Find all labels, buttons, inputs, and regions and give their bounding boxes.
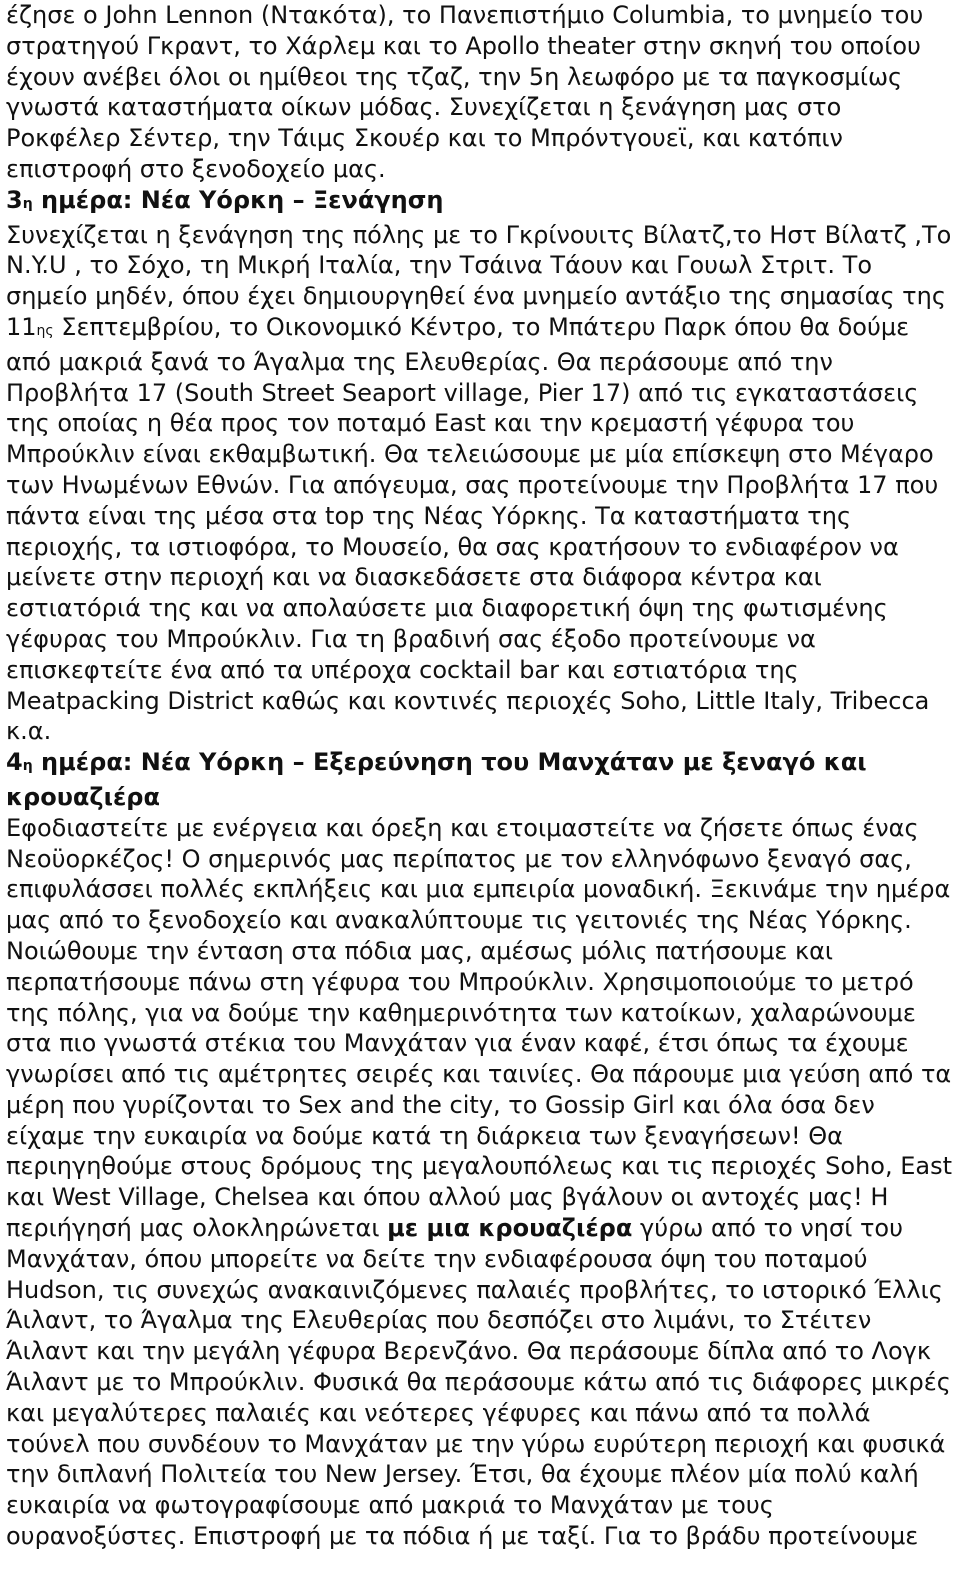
intro-paragraph <box>6 0 954 185</box>
day3-title: ημέρα: Νέα Υόρκη – Ξενάγηση <box>41 185 444 214</box>
intro-text: έζησε ο John Lennon (Ντακότα), το Πανεπιστήμιο Columbia, το μνημείο του στρατηγού Γκραντ, το Χάρλεμ και το Apollo theater στην σκηνή του οποίου έχουν ανέβει όλοι οι ημίθεοι της τζαζ, την 5η λεωφόρο με τα παγκοσμίως γνωστά καταστήματα οίκων μόδας. Συνεχίζεται η ξενάγηση μας στο Ροκφέλερ Σέντερ, την Τάιμς Σκουέρ και το Μπρόντγουεϊ, και κατόπιν επιστροφή στο ξενοδοχείο μας. <box>6 1 924 183</box>
day3-text-a: Συνεχίζεται η ξενάγηση της πόλης με το Γκρίνουιτς Βίλατζ,το Ηστ Βίλατζ ,Το N.Y.U , το Σόχο, τη Μικρή Ιταλία, την Τσάινα Τάουν και Γουωλ Στριτ. Το σημείο μηδέν, όπου έχει δημιουργηθεί ένα μνημείο αντάξιο της σημασίας της 11 <box>6 220 952 341</box>
day4-heading <box>6 747 954 813</box>
day3-ordinal-suffix: ης <box>36 322 54 339</box>
day4-text-a: Εφοδιαστείτε με ενέργεια και όρεξη και ετοιμαστείτε να ζήσετε όπως ένας Νεοϋορκέζος! Ο σημερινός μας περίπατος με τον ελληνόφωνο ξεναγό σας, επιφυλάσσει πολλές εκπλήξεις και μια εμπειρία μοναδική. Ξεκινάμε την ημέρα μας από το ξενοδοχείο και ανακαλύπτουμε τις γειτονιές της Νέας Υόρκης. Νοιώθουμε την ένταση στα πόδια μας, αμέσως μόλις πατήσουμε και περπατήσουμε πάνω στη γέφυρα του Μπρούκλιν. Χρησιμοποιούμε το μετρό της πόλης, για να δούμε την καθημερινότητα των κατοίκων, χαλαρώνουμε στα πιο γνωστά στέκια του Μανχάταν για έναν καφέ, έτσι όπως τα έχουμε γνωρίσει από τις αμέτρητες σειρές και ταινίες. Θα πάρουμε μια γεύση από τα μέρη που γυρίζονται το Sex and the city, το Gossip Girl και όλα όσα δεν είχαμε την ευκαιρία να δούμε κατά τη διάρκεια των ξεναγήσεων! Θα περιηγηθούμε στους δρόμους της μεγαλουπόλεως και τις περιοχές Soho, East και West Village, Chelsea και όπου αλλού μας βγάλουν οι αντοχές μας! Η περιήγησή μας ολοκληρώνεται <box>6 813 953 1243</box>
day4-cruise-highlight: με μια κρουαζιέρα <box>387 1214 633 1243</box>
day4-title: ημέρα: Νέα Υόρκη – Εξερεύνηση του Μανχάταν με ξεναγό και κρουαζιέρα <box>6 748 867 811</box>
day3-paragraph <box>6 220 954 748</box>
day4-number: 4 <box>6 748 23 777</box>
day3-heading <box>6 185 954 220</box>
day4-paragraph <box>6 813 954 1552</box>
day4-suffix: η <box>22 758 33 775</box>
day3-suffix: η <box>22 195 33 212</box>
day4-text-b: γύρω από το νησί του Μανχάταν, όπου μπορείτε να δείτε την ενδιαφέρουσα όψη του ποταμού Hudson, τις συνεχώς ανακαινιζόμενες παλαιές προβλήτες, το ιστορικό Έλλις Άιλαντ, το Άγαλμα της Ελευθερίας που δεσπόζει στο λιμάνι, το Στέιτεν Άιλαντ και την μεγάλη γέφυρα Βερενζάνο. Θα περάσουμε δίπλα από το Λογκ Άιλαντ με το Μπρούκλιν. Φυσικά θα περάσουμε κάτω από τις διάφορες μικρές και μεγαλύτερες παλαιές και νεότερες γέφυρες και πάνω από τα πολλά τούνελ που συνδέουν το Μανχάταν με την γύρω ευρύτερη περιοχή και φυσικά την διπλανή Πολιτεία του New Jersey. Έτσι, θα έχουμε πλέον μία πολύ καλή ευκαιρία να φωτογραφίσουμε από μακριά το Μανχάταν με τους ουρανοξύστες. Επιστροφή με τα πόδια ή με ταξί. Για το βράδυ προτείνουμε <box>6 1214 951 1551</box>
day3-text-b: Σεπτεμβρίου, το Οικονομικό Κέντρο, το Μπάτερυ Παρκ όπου θα δούμε από μακριά ξανά το Άγαλμα της Ελευθερίας. Θα περάσουμε από την Προβλήτα 17 (South Street Seaport village, Pier 17) από τις εγκαταστάσεις της οποίας η θέα προς τον ποταμό East και την κρεμαστή γέφυρα του Μπρούκλιν είναι εκθαμβωτική. Θα τελειώσουμε με μία επίσκεψη στο Μέγαρο των Ηνωμένων Εθνών. Για απόγευμα, σας προτείνουμε την Προβλήτα 17 που πάντα είναι της μέσα στα top της Νέας Υόρκης. Τα καταστήματα της περιοχής, τα ιστιοφόρα, το Μουσείο, θα σας κρατήσουν το ενδιαφέρον να μείνετε στην περιοχή και να διασκεδάσετε στα διάφορα κέντρα και εστιατόριά της και να απολαύσετε μια διαφορετική όψη της φωτισμένης γέφυρας του Μπρούκλιν. Για τη βραδινή σας έξοδο προτείνουμε να επισκεφτείτε ένα από τα υπέροχα cocktail bar και εστιατόρια της Meatpacking District καθώς και κοντινές περιοχές Soho, Little Italy, Tribecca κ.α. <box>6 312 939 746</box>
day3-number: 3 <box>6 185 23 214</box>
